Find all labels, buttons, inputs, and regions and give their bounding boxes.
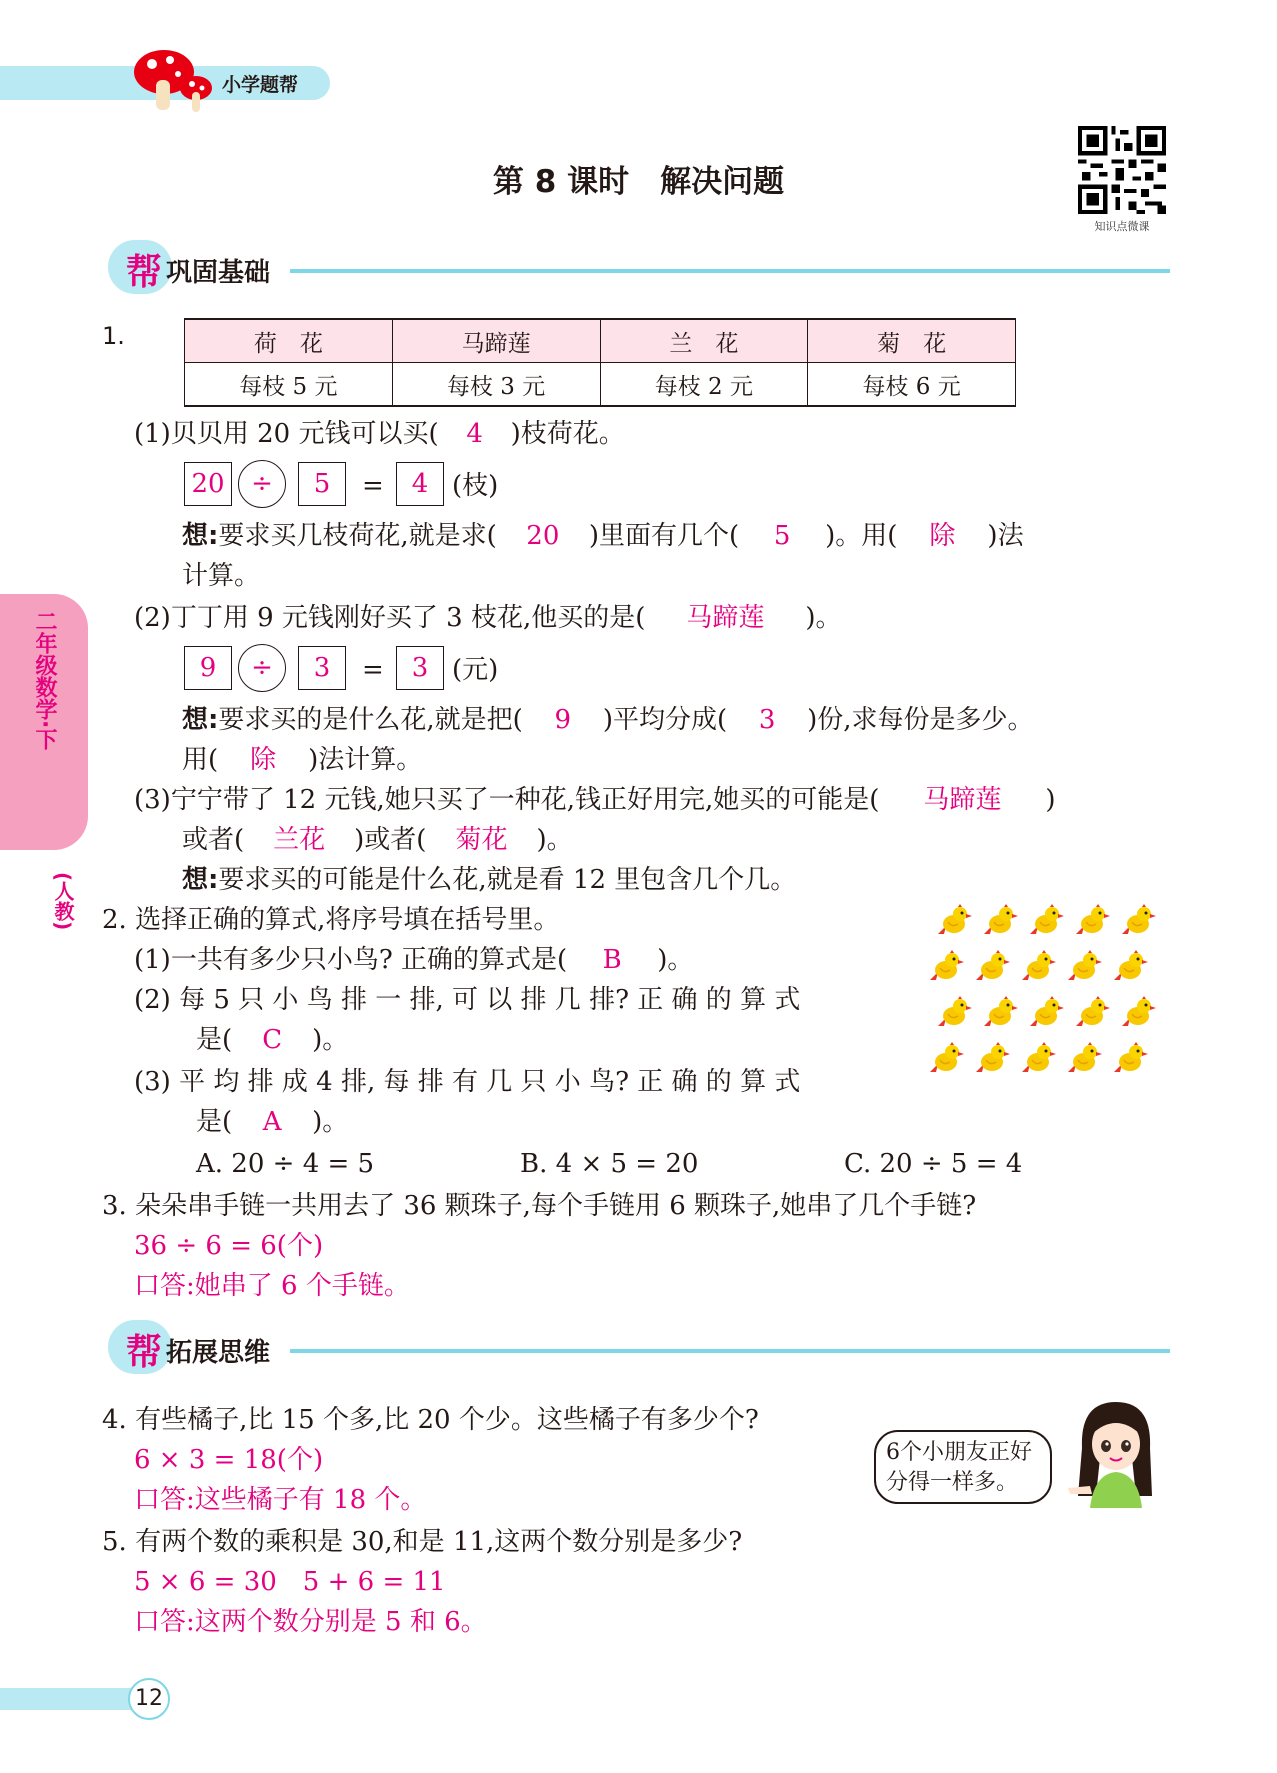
think-answer: 5 [773,521,791,551]
bird-icon [1066,1042,1102,1074]
q3-title: 3. 朵朵串手链一共用去了 36 颗珠子,每个手链用 6 颗珠子,她串了几个手链? [102,1191,977,1221]
q2-part3-answer: A [262,1107,282,1137]
girl-illustration [1060,1398,1170,1508]
table-header-cell: 马蹄莲 [392,319,600,363]
page-number: 12 [128,1678,170,1720]
bird-icon [982,996,1018,1028]
bird-icon [936,996,972,1028]
q1-part3-text: (3)宁宁带了 12 元钱,她只买了一种花,钱正好用完,她买的可能是( [134,785,880,815]
side-publisher-label: (人教) [51,872,75,931]
q2-option-a: A. 20 ÷ 4 = 5 [196,1149,375,1179]
q1-part2-think [182,700,1034,740]
q1-part3-answer: 兰花 [273,825,326,855]
q5-title: 5. 有两个数的乘积是 30,和是 11,这两个数分别是多少? [102,1527,743,1557]
q1-part1-question [134,414,625,454]
q1-part1-text-end: )枝荷花。 [510,419,625,449]
q1-part2-question [134,598,842,638]
birds-illustration [928,904,1168,1090]
brand-label: 小学题帮 [222,74,299,96]
think-text: )份,求每份是多少。 [807,705,1034,735]
q4-answer: 口答:这些橘子有 18 个。 [134,1485,427,1515]
bubble-line: 分得一样多。 [886,1470,1019,1495]
think-answer: 9 [554,705,572,735]
speech-bubble [874,1430,1052,1504]
q2-part1-text: )。 [657,945,694,975]
bird-icon [1028,904,1064,936]
q1-number: 1. [102,322,125,350]
table-header-cell: 兰 花 [600,319,808,363]
q1-part3-text: )或者( [354,825,427,855]
q2-part2-text: 是( [196,1025,233,1055]
think-answer: 除 [250,745,277,775]
q2-part1-answer: B [602,945,622,975]
bird-icon [1120,904,1156,936]
bird-icon [1120,996,1156,1028]
q1-part1-think [182,516,1024,556]
bird-icon [982,904,1018,936]
q2-part1-text: (1)一共有多少只小鸟? 正确的算式是( [134,945,568,975]
think-text: )平均分成( [602,705,728,735]
eq2-result: 3 [396,646,444,690]
think-text: )法 [987,521,1024,551]
q1-part3-question-cont [182,820,573,860]
table-cell: 每枝 5 元 [185,363,393,407]
q4-title: 4. 有些橘子,比 15 个多,比 20 个少。这些橘子有多少个? [102,1405,759,1435]
bird-icon [1074,904,1110,936]
q1-part2-answer: 马蹄莲 [686,603,765,633]
think-answer: 除 [929,521,956,551]
think-text: )里面有几个( [588,521,740,551]
q5-answer: 口答:这两个数分别是 5 和 6。 [134,1607,487,1637]
bird-icon [1112,1042,1148,1074]
bird-icon [1028,996,1064,1028]
q2-part1 [134,940,693,980]
think-text: 要求买几枝荷花,就是求( [218,521,497,551]
bird-icon [1020,1042,1056,1074]
q4-calc: 6 × 3 = 18(个) [134,1445,324,1475]
section-extend-title: 拓展思维 [166,1338,271,1368]
eq1-result: 4 [396,462,444,506]
think-text: 要求买的可能是什么花,就是看 12 里包含几个几。 [218,865,797,895]
q3-answer: 口答:她串了 6 个手链。 [134,1271,410,1301]
eq2-unit: (元) [452,655,499,685]
q1-part3-text: ) [1045,785,1056,815]
qr-code-icon [1078,126,1166,214]
think-text: 用( [182,745,219,775]
section-basic-rule [290,269,1170,273]
q2-option-b: B. 4 × 5 = 20 [520,1149,699,1179]
bird-icon [928,1042,964,1074]
q1-part2-text-end: )。 [805,603,842,633]
mushroom-icon [130,42,220,118]
q2-part3-text: )。 [312,1107,349,1137]
table-cell: 每枝 3 元 [392,363,600,407]
think-text: )。用( [825,521,898,551]
bird-icon [1074,996,1110,1028]
bird-icon [974,950,1010,982]
section-basic-title: 巩固基础 [166,258,271,288]
q2-part2-answer: C [262,1025,283,1055]
think-label: 想: [182,865,219,895]
q1-part3-text: )。 [536,825,573,855]
eq1-operand-a: 20 [184,462,232,506]
q2-part2-line1: (2) 每 5 只 小 鸟 排 一 排, 可 以 排 几 排? 正 确 的 算 式 [134,985,801,1015]
q2-part3-text: 是( [196,1107,233,1137]
eq1-operator: ÷ [238,460,286,508]
bird-icon [928,950,964,982]
think-text: )法计算。 [308,745,423,775]
q1-part3-answer: 马蹄莲 [923,785,1002,815]
q2-title: 2. 选择正确的算式,将序号填在括号里。 [102,905,560,935]
side-grade-label: 二年级数学·下 [32,610,57,751]
bird-icon [1066,950,1102,982]
page-title: 第 8 课时 解决问题 [492,164,785,200]
think-label: 想: [182,521,219,551]
q2-part2-line2 [196,1020,348,1060]
think-answer: 3 [758,705,776,735]
section-extend-char: 帮 [126,1332,163,1373]
q1-part3-think [182,860,796,900]
table-cell: 每枝 6 元 [808,363,1016,407]
think-answer: 20 [526,521,560,551]
q1-part3-answer: 菊花 [455,825,508,855]
q5-calc: 5 × 6 = 30 5 + 6 = 11 [134,1567,446,1597]
qr-caption: 知识点微课 [1094,220,1150,233]
think-label: 想: [182,705,219,735]
bird-icon [1112,950,1148,982]
q2-part3-line1: (3) 平 均 排 成 4 排, 每 排 有 几 只 小 鸟? 正 确 的 算 式 [134,1067,801,1097]
eq2-equals: = [362,655,384,685]
q1-part2-think-cont [182,740,422,780]
q1-part3-text: 或者( [182,825,245,855]
eq1-operand-b: 5 [298,462,346,506]
q2-option-c: C. 20 ÷ 5 = 4 [844,1149,1023,1179]
eq1-unit: (枝) [452,471,499,501]
eq2-operand-a: 9 [184,646,232,690]
flower-price-table [184,318,1016,407]
q3-calc: 36 ÷ 6 = 6(个) [134,1231,324,1261]
eq2-operand-b: 3 [298,646,346,690]
bird-icon [974,1042,1010,1074]
q2-part3-line2 [196,1102,348,1142]
section-extend-rule [290,1349,1170,1353]
q2-part2-text: )。 [312,1025,349,1055]
eq2-operator: ÷ [238,644,286,692]
q1-part3-question [134,780,1056,820]
table-cell: 每枝 2 元 [600,363,808,407]
footer-band [0,1688,140,1710]
bird-icon [936,904,972,936]
q1-part1-answer: 4 [466,419,483,449]
section-basic-char: 帮 [126,252,163,293]
bubble-line: 6个小朋友正好 [886,1440,1032,1465]
q1-part1-text: (1)贝贝用 20 元钱可以买( [134,419,439,449]
q1-part2-text: (2)丁丁用 9 元钱刚好买了 3 枝花,他买的是( [134,603,646,633]
q1-part1-think-cont: 计算。 [182,561,261,591]
bird-icon [1020,950,1056,982]
table-header-cell: 菊 花 [808,319,1016,363]
think-text: 要求买的是什么花,就是把( [218,705,523,735]
table-header-cell: 荷 花 [185,319,393,363]
eq1-equals: = [362,471,384,501]
